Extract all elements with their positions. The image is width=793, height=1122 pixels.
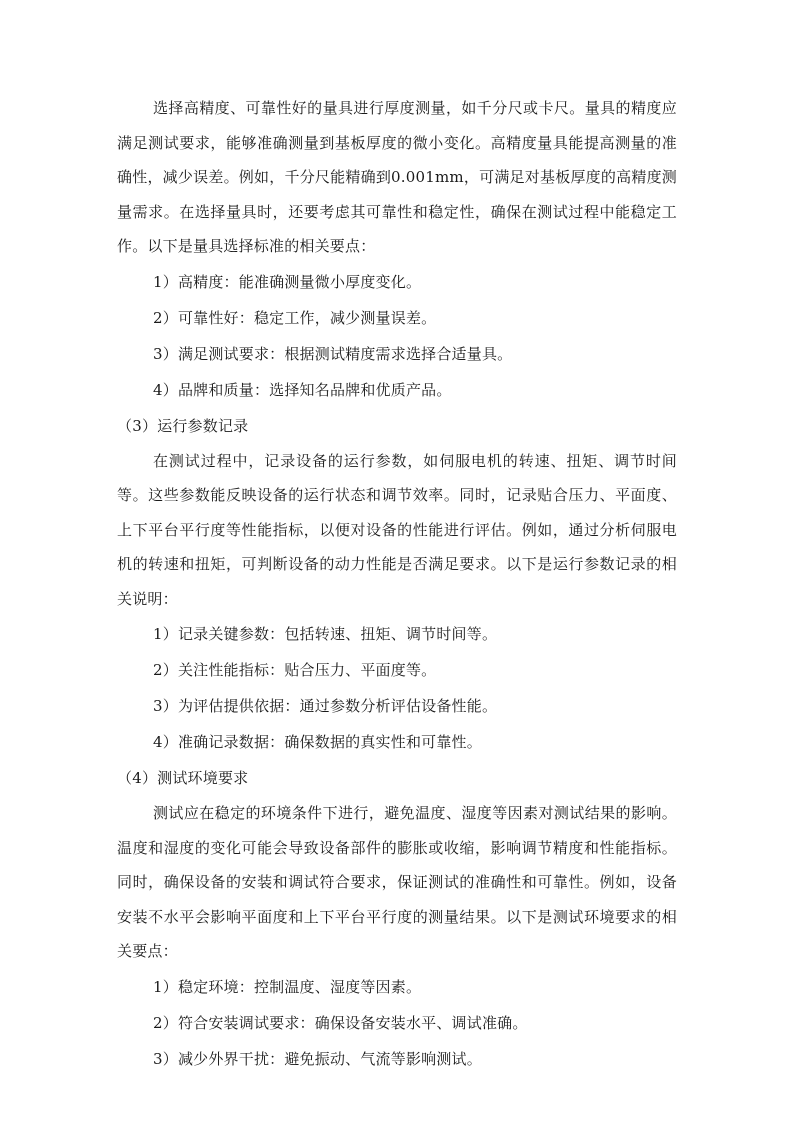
paragraph-test-environment: 测试应在稳定的环境条件下进行，避免温度、湿度等因素对测试结果的影响。温度和湿度的变化可能会导致设备部件的膨胀或收缩，影响调节精度和性能指标。同时，确保设备的安装和调试符合要求，保证测试的准确性和可靠性。例如，设备安装不水平会影响平面度和上下平台平行度的测量结果。以下是测试环境要求的相关要点： — [117, 804, 677, 960]
section-heading-running-parameters: （3）运行参数记录 — [117, 416, 249, 435]
list-item: 1）稳定环境：控制温度、湿度等因素。 — [153, 977, 422, 996]
list-item: 1）记录关键参数：包括转速、扭矩、调节时间等。 — [153, 625, 498, 643]
list-item: 2）可靠性好：稳定工作，减少测量误差。 — [153, 308, 437, 327]
document-body — [117, 91, 677, 1077]
list-item: 3）满足测试要求：根据测试精度需求选择合适量具。 — [153, 344, 513, 363]
list-item: 3）减少外界干扰：避免振动、气流等影响测试。 — [153, 1049, 482, 1068]
list-item: 1）高精度：能准确测量微小厚度变化。 — [153, 272, 422, 291]
list-item: 2）符合安装调试要求：确保设备安装水平、调试准确。 — [153, 1013, 528, 1032]
list-item: 2）关注性能指标：贴合压力、平面度等。 — [153, 661, 437, 679]
section-heading-test-environment: （4）测试环境要求 — [117, 769, 249, 787]
list-item: 4）准确记录数据：确保数据的真实性和可靠性。 — [153, 733, 482, 751]
paragraph-running-parameters: 在测试过程中，记录设备的运行参数，如伺服电机的转速、扭矩、调节时间等。这些参数能反映设备的运行状态和调节效率。同时，记录贴合压力、平面度、上下平台平行度等性能指标，以便对设备的性能进行评估。例如，通过分析伺服电机的转速和扭矩，可判断设备的动力性能是否满足要求。以下是运行参数记录的相关说明： — [117, 451, 677, 608]
list-item: 4）品牌和质量：选择知名品牌和优质产品。 — [153, 380, 452, 399]
paragraph-measuring-tool-selection: 选择高精度、可靠性好的量具进行厚度测量，如千分尺或卡尺。量具的精度应满足测试要求，能够准确测量到基板厚度的微小变化。高精度量具能提高测量的准确性，减少误差。例如，千分尺能精确到0.001mm，可满足对基板厚度的高精度测量需求。在选择量具时，还要考虑其可靠性和稳定性，确保在测试过程中能稳定工作。以下是量具选择标准的相关要点： — [117, 99, 677, 255]
list-item: 3）为评估提供依据：通过参数分析评估设备性能。 — [153, 697, 498, 715]
